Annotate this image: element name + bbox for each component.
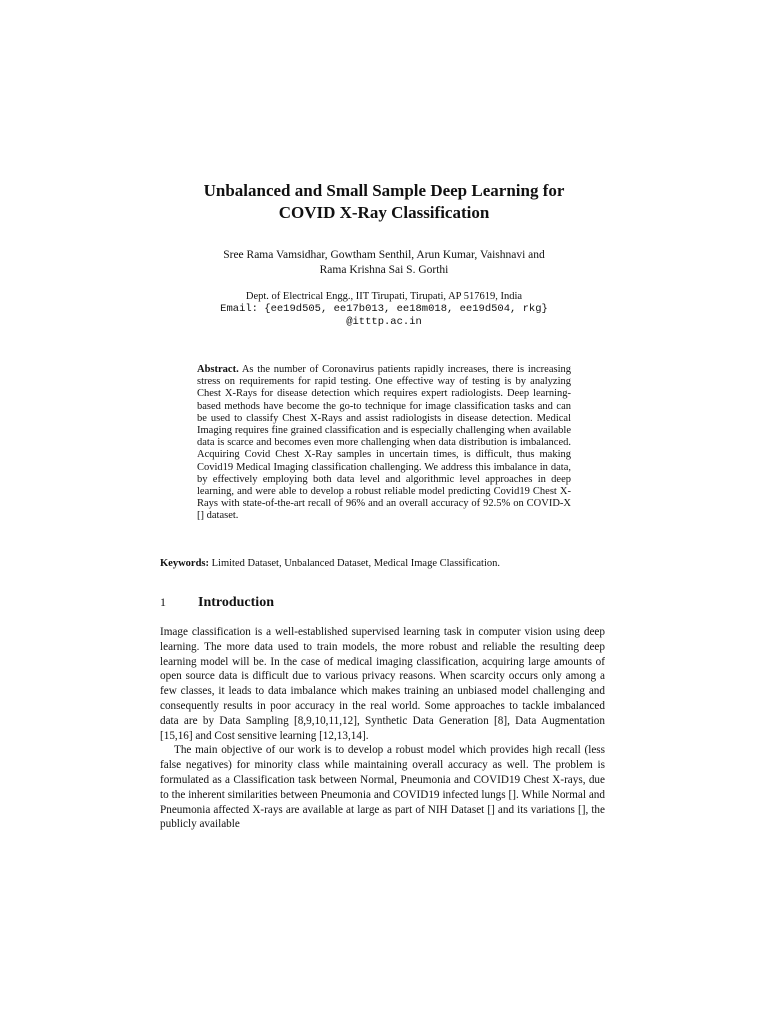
body-text (160, 625, 605, 832)
paragraph-1: Image classification is a well-established supervised learning task in computer vision using deep learning. The more data used to train models, the more robust and reliable the resulting deep learning model will be. In the case of medical imaging classification, acquiring large amounts of open source data is difficult due to various privacy reasons. When scarcity occurs only among a few classes, it leads to data imbalance which makes training an unbiased model challenging and consequently results in poor accuracy in the real world. Some approaches to tackle imbalanced data are by Data Sampling [8,9,10,11,12], Synthetic Data Generation [8], Data Augmentation [15,16] and Cost sensitive learning [12,13,14]. (160, 626, 605, 742)
email-line-2: @itttp.ac.in (346, 316, 422, 328)
keywords-text: Limited Dataset, Unbalanced Dataset, Medical Image Classification. (209, 558, 500, 569)
author-list (170, 248, 598, 278)
abstract-label: Abstract. (197, 364, 239, 375)
section-number: 1 (160, 595, 166, 609)
abstract-text: As the number of Coronavirus patients rapidly increases, there is increasing stress on requirements for rapid testing. One effective way of testing is by analyzing Chest X-Rays for disease detection which requires expert radiologists. Deep learning-based methods have become the go-to technique for image classification tasks and can be used to classify Chest X-Rays and assist radiologists in disease detection. Medical Imaging requires fine grained classification and is especially challenging when available data is scarce and becomes even more challenging when data distribution is imbalanced. Acquiring Covid Chest X-Ray samples in uncertain times, is difficult, thus making Covid19 Medical Imaging classification challenging. We address this imbalance in data, by effectively employing both data level and algorithmic level approaches in deep learning, and were able to develop a robust reliable model predicting Covid19 Chest X-Rays with state-of-the-art recall of 96% and an overall accuracy of 92.5% on COVID-X [] dataset. (197, 364, 571, 522)
section-heading (160, 593, 610, 612)
authors-line-2: Rama Krishna Sai S. Gorthi (319, 264, 449, 276)
affiliation-block (160, 290, 608, 329)
title-line-1: Unbalanced and Small Sample Deep Learning for (203, 181, 565, 200)
title-line-2: COVID X-Ray Classification (278, 203, 490, 222)
paper-title (150, 180, 618, 224)
keywords-label: Keywords: (160, 558, 209, 569)
abstract (197, 364, 571, 523)
email-line-1: Email: {ee19d505, ee17b013, ee18m018, ee19d504, rkg} (220, 303, 548, 315)
paragraph-2: The main objective of our work is to develop a robust model which provides high recall (less false negatives) for minority class while maintaining overall accuracy as well. The problem is formulated as a Classification task between Normal, Pneumonia and COVID19 Chest X-rays, due to the inherent similarities between Pneumonia and COVID19 infected lungs []. While Normal and Pneumonia affected X-rays are available at large as part of NIH Dataset [] and its variations [], the publicly available (160, 744, 605, 831)
section-title: Introduction (198, 595, 274, 610)
keywords (160, 557, 610, 570)
authors-line-1: Sree Rama Vamsidhar, Gowtham Senthil, Arun Kumar, Vaishnavi and (223, 249, 545, 261)
affiliation: Dept. of Electrical Engg., IIT Tirupati, Tirupati, AP 517619, India (245, 291, 523, 302)
